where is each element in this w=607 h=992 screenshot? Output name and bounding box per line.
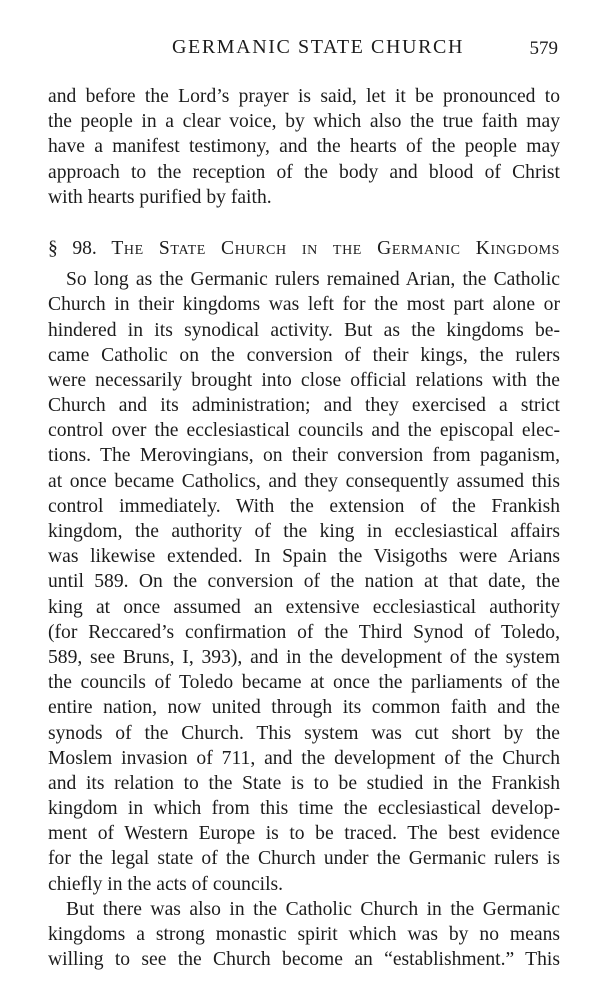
text-line: So long as the Germanic rulers remained Arian, the Catholic: [66, 269, 560, 291]
text-line: the people in a clear voice, by which also the true faith may: [48, 111, 560, 133]
text-line: for the legal state of the Church under the Germanic rulers is: [48, 848, 560, 870]
text-line: were necessarily brought into close official relations with the: [48, 369, 560, 391]
text-line: came Catholic on the conversion of their kings, the rulers: [48, 344, 560, 366]
text-line: and before the Lord’s prayer is said, let it be pronounced to: [48, 86, 560, 107]
text-line: Moslem invasion of 711, and the development of the Church: [48, 747, 560, 769]
running-title: GERMANIC STATE CHURCH: [171, 36, 465, 58]
running-head: [48, 36, 560, 68]
text-line: with hearts purified by faith.: [48, 186, 272, 208]
text-line: tions. The Merovingians, on their conversion from paganism,: [48, 445, 560, 467]
text-line: and its relation to the State is to be studied in the Frankish: [48, 772, 560, 794]
text-line: control immediately. With the extension of the Frankish: [48, 495, 560, 517]
book-page: [48, 36, 560, 972]
text-line: hindered in its synodical activity. But as the kingdoms be-: [48, 319, 560, 341]
intro-paragraph: [48, 84, 560, 210]
text-line: ment of Western Europe is to be traced. The best evidence: [48, 823, 560, 845]
spacer: [48, 210, 560, 236]
text-line: until 589. On the conversion of the nation at that date, the: [48, 571, 560, 593]
text-line: at once became Catholics, and they consequently assumed this: [48, 470, 560, 492]
text-line: approach to the reception of the body and blood of Christ: [48, 161, 560, 183]
section-heading: [48, 236, 560, 261]
text-line: chiefly in the acts of councils.: [48, 873, 284, 895]
paragraph-2: [48, 897, 560, 973]
section-number: § 98.: [48, 237, 97, 259]
text-line: 589, see Bruns, I, 393), and in the development of the system: [48, 646, 560, 668]
text-line: control over the ecclesiastical councils and the episcopal elec-: [48, 420, 560, 442]
text-line: willing to see the Church become an “establishment.” This: [48, 949, 560, 971]
text-line: the councils of Toledo became at once the parliaments of the: [48, 672, 560, 694]
section-title: The State Church in the Germanic Kingdoms: [111, 237, 561, 259]
text-line: king at once assumed an extensive ecclesiastical authority: [48, 596, 560, 618]
text-line: have a manifest testimony, and the hearts of the people may: [48, 136, 560, 158]
text-line: Church in their kingdoms was left for the most part alone or: [48, 294, 560, 316]
text-line: kingdom, the authority of the king in ecclesiastical affairs: [48, 521, 560, 542]
text-line: But there was also in the Catholic Church in the Germanic: [66, 898, 560, 920]
text-line: Church and its administration; and they exercised a strict: [48, 395, 560, 417]
page-number: 579: [529, 38, 558, 59]
text-line: was likewise extended. In Spain the Visigoths were Arians: [48, 546, 560, 568]
text-line: (for Reccared’s confirmation of the Third Synod of Toledo,: [48, 621, 560, 643]
text-line: synods of the Church. This system was cut short by the: [48, 722, 560, 744]
text-line: entire nation, now united through its common faith and the: [48, 697, 560, 719]
paragraph-1: [48, 267, 560, 897]
text-line: kingdoms a strong monastic spirit which was by no means: [48, 924, 560, 945]
text-line: kingdom in which from this time the ecclesiastical develop-: [48, 798, 560, 820]
